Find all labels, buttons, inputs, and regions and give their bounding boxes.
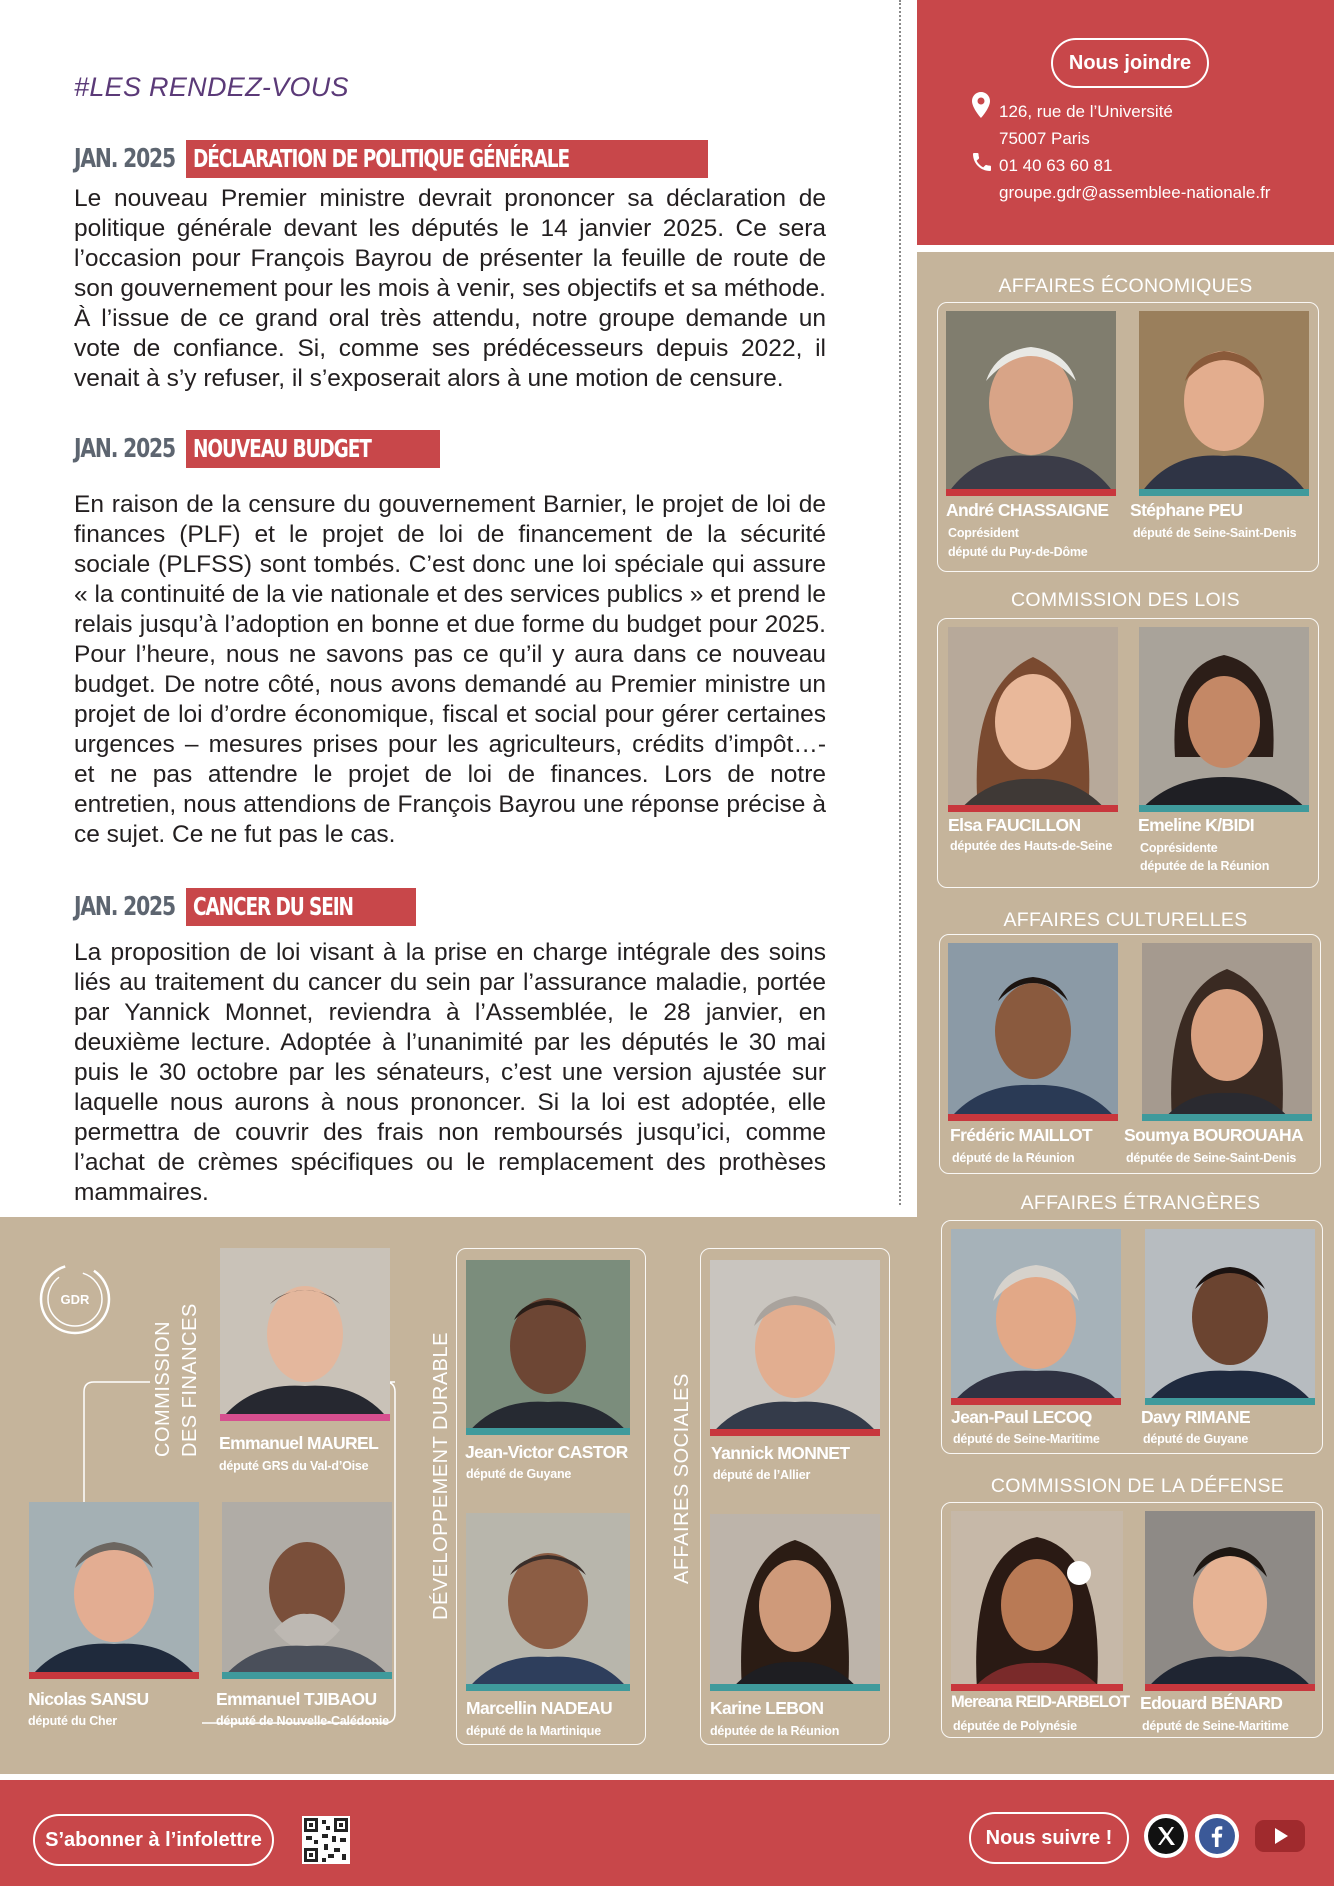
member-photo [1139,311,1309,496]
member-role: députée des Hauts-de-Seine [950,839,1113,853]
committee-title-lois: COMMISSION DES LOIS [1011,589,1240,611]
member-photo [946,311,1116,496]
item-date: JAN. 2025 [74,144,175,174]
phone-number[interactable]: 01 40 63 60 81 [999,156,1113,175]
member-name: Marcellin NADEAU [466,1698,612,1718]
member-role: députée de Polynésie [953,1719,1077,1733]
follow-us-button[interactable]: Nous suivre ! [969,1812,1129,1864]
member-role: député de Seine-Maritime [1142,1719,1289,1733]
gdr-logo [38,1262,112,1336]
member-role: député de la Martinique [466,1724,601,1738]
item-body: En raison de la censure du gouvernement Barnier, le projet de loi de finances (PLF) et le projet de loi de financement de la sécurité sociale (PLFSS) sont tombés. C’est donc une loi spéciale qui assure « la continuité de la vie nationale et des services publics » et prend le relais jusqu’à l’adoption en bonne et due forme du budget pour 2025. Pour l’heure, nous ne savons pas ce qu’il y aura dans ce nouveau budget. De notre côté, nous avons demandé au Premier ministre un projet de loi d’ordre économique, fiscal et social pour gérer certaines urgences – mesures prises pour les agriculteurs, crédits d’impôt…- et ne pas attendre le projet de loi de finances. Lors de notre entretien, nous attendions de François Bayrou une réponse précise à ce sujet. Ce ne fut pas le cas. [74,491,826,848]
agenda-item-declaration [74,140,826,394]
member-photo [951,1229,1121,1405]
member-photo [1142,943,1312,1121]
youtube-icon[interactable] [1255,1814,1305,1858]
contact-box [917,0,1334,245]
gdr-logo-text: GDR [60,1292,90,1307]
member-photo [710,1260,880,1436]
member-photo [1145,1511,1315,1691]
committee-box-etrangeres [941,1220,1323,1454]
committee-box-defense [941,1502,1323,1738]
committee-title-eco: AFFAIRES ÉCONOMIQUES [998,275,1253,297]
committees-panel [917,252,1334,1774]
location-pin-icon [972,92,990,118]
member-photo [951,1511,1123,1691]
member-role: député de Guyane [466,1467,572,1481]
footer [0,1780,1334,1886]
member-photo [466,1260,630,1435]
member-name: Jean-Paul LECOQ [951,1407,1092,1427]
phone-icon [970,150,994,174]
member-role: député de la Réunion [952,1151,1075,1165]
member-name: Emmanuel MAUREL [219,1433,379,1453]
member-name: Frédéric MAILLOT [950,1125,1093,1145]
member-photo [948,627,1118,812]
member-role: député du Cher [28,1714,117,1728]
member-role: députée de la Réunion [1140,859,1270,873]
member-name: André CHASSAIGNE [946,500,1109,520]
member-photo [222,1502,392,1679]
member-photo [466,1513,630,1691]
item-date: JAN. 2025 [74,434,175,464]
member-name: Mereana REID-ARBELOT [951,1693,1130,1711]
member-photo [29,1502,199,1679]
member-name: Karine LEBON [710,1698,824,1718]
member-role: député de Seine-Maritime [953,1432,1100,1446]
member-name: Elsa FAUCILLON [948,815,1081,835]
committee-title-etrangeres: AFFAIRES ÉTRANGÈRES [1020,1192,1261,1214]
member-role: Coprésident [948,526,1019,540]
committee-box-culture [939,934,1321,1174]
item-body: Le nouveau Premier ministre devrait prononcer sa déclaration de politique générale devant les députés le 14 janvier 2025. Ce sera l’occasion pour François Bayrou de présenter la feuille de route de son gouvernement pour les mois à venir, ses objectifs et sa méthode. À l’issue de ce grand oral très attendu, notre groupe demande un vote de confiance. Si, comme ses prédécesseurs depuis 2022, il venait à s’y refuser, il s’exposerait alors à une motion de censure. [74,185,826,392]
item-label: CANCER DU SEIN [186,888,416,926]
contact-button[interactable]: Nous joindre [1051,38,1209,88]
subscribe-newsletter-button[interactable]: S’abonner à l’infolettre [33,1814,274,1866]
address-line-1: 126, rue de l’Université [999,102,1173,121]
member-role: députée de Seine-Saint-Denis [1126,1151,1297,1165]
committee-title-sociales: AFFAIRES SOCIALES [671,1373,693,1584]
member-photo [1139,627,1309,812]
member-role: Coprésidente [1140,841,1218,855]
member-photo [948,943,1118,1121]
committee-box-eco [937,302,1319,572]
member-name: Davy RIMANE [1141,1407,1251,1427]
member-name: Emeline K/BIDI [1138,815,1255,835]
member-photo [220,1248,390,1421]
item-date: JAN. 2025 [74,892,175,922]
member-name: Soumya BOUROUAHA [1124,1125,1304,1145]
member-role: député du Puy-de-Dôme [948,545,1088,559]
item-label: NOUVEAU BUDGET [186,430,440,468]
committee-title-culture: AFFAIRES CULTURELLES [1003,909,1248,931]
member-role: députée de la Réunion [710,1724,840,1738]
facebook-icon[interactable] [1195,1814,1239,1858]
member-name: Stéphane PEU [1130,500,1243,520]
member-role: député de l’Allier [713,1468,811,1482]
bottom-committees-panel [0,1217,917,1774]
member-name: Nicolas SANSU [28,1689,149,1709]
committee-box-lois [937,618,1319,888]
member-role: député de Nouvelle-Calédonie [216,1714,389,1728]
agenda-item-budget [74,430,826,850]
committee-title-defense: COMMISSION DE LA DÉFENSE [990,1475,1285,1497]
address-line-2: 75007 Paris [999,129,1090,148]
section-tag: #LES RENDEZ-VOUS [74,72,349,102]
member-photo [710,1514,880,1691]
column-divider [899,0,901,1205]
email-link[interactable]: groupe.gdr@assemblee-nationale.fr [999,183,1271,202]
item-body: La proposition de loi visant à la prise en charge intégrale des soins liés au traitement du cancer du sein par l’assurance maladie, portée par Yannick Monnet, reviendra à l’Assemblée, le 28 janvier, en deuxième lecture. Adoptée à l’unanimité par les députés le 30 mai puis le 30 octobre par les sénateurs, c’est une version ajustée sur laquelle nous aurons à nous prononcer. Si la loi est adoptée, elle permettra de couvrir des frais non remboursés jusqu’ici, comme l’achat de crèmes spécifiques ou le remplacement des prothèses mammaires. [74,939,826,1206]
committee-title-finances-2: DES FINANCES [179,1303,201,1457]
agenda-item-cancer [74,888,826,1208]
member-name: Emmanuel TJIBAOU [216,1689,377,1709]
member-name: Jean-Victor CASTOR [465,1442,628,1462]
member-role: député GRS du Val-d’Oise [219,1459,369,1473]
member-role: député de Guyane [1143,1432,1249,1446]
member-name: Edouard BÉNARD [1140,1693,1283,1713]
committee-title-durable: DÉVELOPPEMENT DURABLE [430,1332,452,1620]
committee-title-finances-1: COMMISSION [152,1320,174,1457]
qr-code-icon[interactable] [302,1816,350,1864]
item-label: DÉCLARATION DE POLITIQUE GÉNÉRALE [186,140,708,178]
member-photo [1145,1229,1315,1405]
x-twitter-icon[interactable] [1144,1814,1188,1858]
member-name: Yannick MONNET [711,1443,850,1463]
member-role: député de Seine-Saint-Denis [1133,526,1297,540]
